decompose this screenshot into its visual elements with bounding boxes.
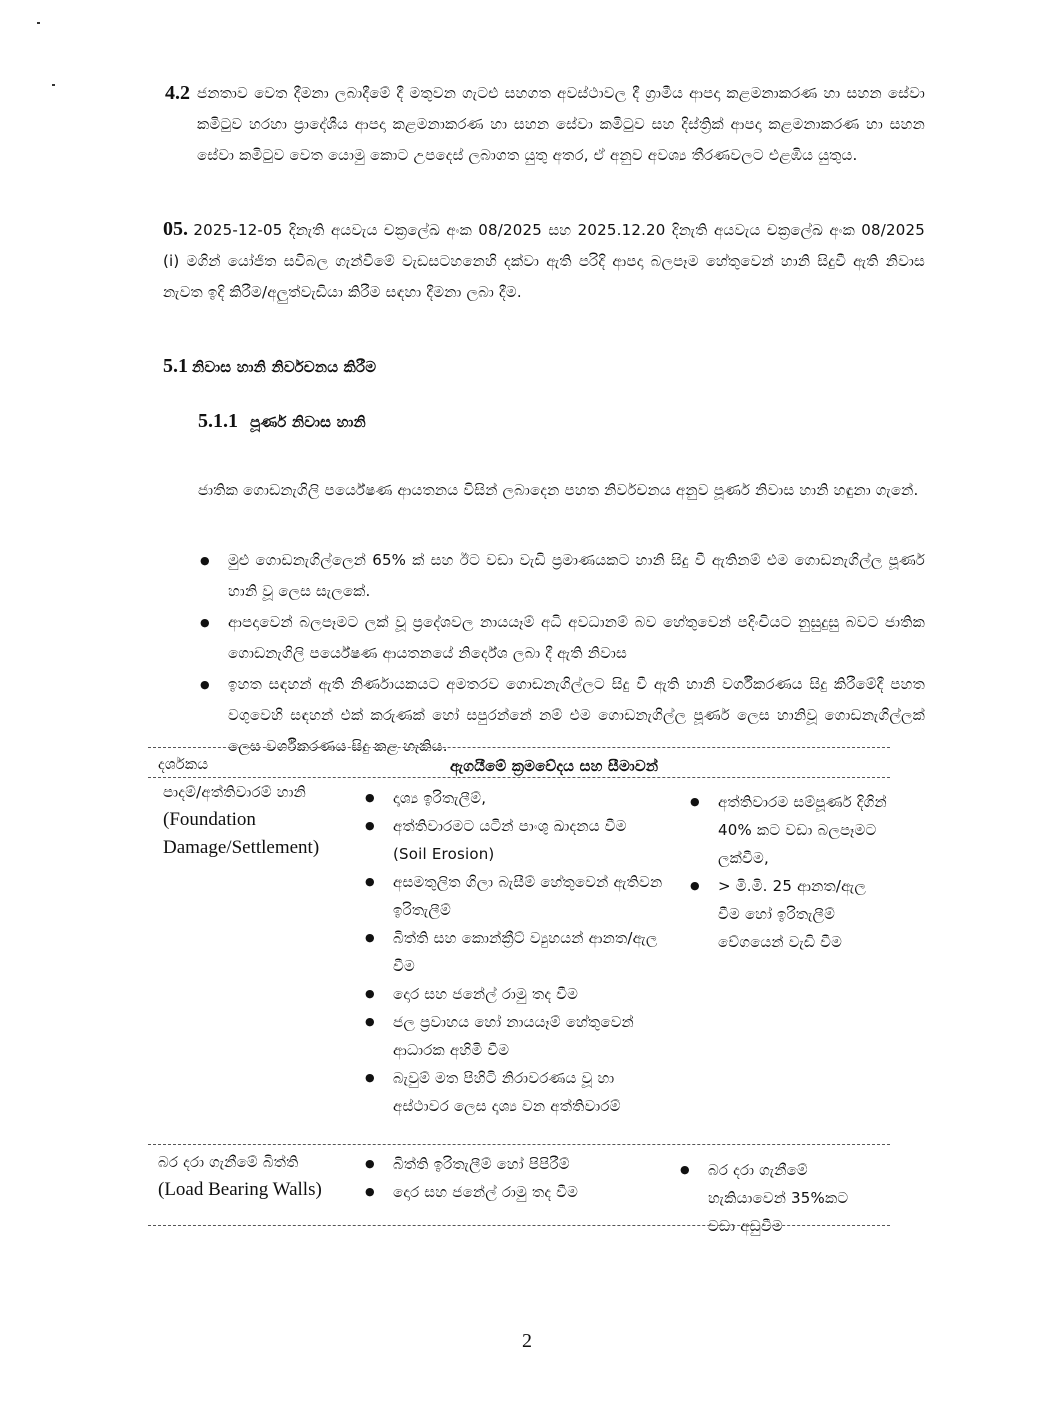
table-divider bbox=[148, 747, 890, 748]
section-intro: ජාතික ගොඩනැගිලි පර්යේෂණ ආයතනය විසින් ලබාදෙන පහත නිර්වචනය අනුව පූර්ණ නිවාස හානි හඳුනා ගැනේ. bbox=[198, 481, 919, 499]
section-number: 4.2 bbox=[165, 82, 190, 104]
table-row-limits bbox=[690, 788, 890, 956]
section-text: ජනතාව වෙත දීමනා ලබාදීමේ දී මතුවන ගැටළු සහගත අවස්ථාවල දී ග්‍රාමීය ආපදා කළමනාකරණ හා සහන සේවා කමිටුව හරහා ප්‍රාදේශීය ආපදා කළමනාකරණ හා සහන සේවා කමිටුව සහ දිස්ත්‍රික් ආපදා කළමනාකරණ හා සහන සේවා කමිටුව වෙත යොමු කොට උපදෙස් ලබාගත යුතු අතර, ඒ අනුව අවශ්‍ය තීරණවලට එළඹිය යුතුය. bbox=[197, 84, 925, 164]
list-item: ● ආපදාවෙන් බලපෑමට ලක් වූ ප්‍රදේශවල නායයෑම් අධි අවධානම් බව හේතුවෙන් පදිංචියට නුසුදුසු බවට ජාතික ගොඩනැගිලි පර්යේෂණ ආයතනයේ නිර්දේශ ලබා දී ඇති නිවාස bbox=[200, 607, 925, 669]
indicator-en: (Foundation Damage/Settlement) bbox=[163, 809, 320, 858]
section-number: 5.1.1 bbox=[198, 410, 238, 432]
list-item: ● මුළු ගොඩනැගිල්ලෙන් 65% ක් සහ ඊට වඩා වැඩි ප්‍රමාණයකට හානි සිදු වී ඇතිනම් එම ගොඩනැගිල්ල පූර්ණ හානි වූ ලෙස සැලකේ. bbox=[200, 545, 925, 607]
section-5-1-heading bbox=[163, 355, 376, 378]
list-item: ● > මි.මි. 25 ආනත/ඇල වීම හෝ ඉරිතැලීම් වේගයෙන් වැඩි වීම bbox=[690, 872, 890, 956]
table-row-indicator bbox=[163, 778, 348, 862]
indicator-si: බර දරා ගැනීමේ බිත්ති bbox=[158, 1153, 299, 1171]
list-item: ● බිත්ති ඉරිතැලීම් හෝ පිපිරීම් bbox=[365, 1150, 665, 1178]
criteria-list bbox=[200, 545, 925, 762]
table-row-methods bbox=[365, 784, 665, 1120]
list-item: ● බිත්ති සහ කොන්ක්‍රීට් ව්‍යුහයන් ආනත/ඇල වීම bbox=[365, 924, 665, 980]
table-divider bbox=[148, 1225, 890, 1226]
list-item: ● දොර සහ ජනේල් රාමු තද වීම bbox=[365, 1178, 665, 1206]
table-row-methods bbox=[365, 1150, 665, 1206]
section-number: 5.1 bbox=[163, 355, 188, 377]
section-5-1-1-heading bbox=[198, 410, 366, 433]
table-row-limits bbox=[680, 1156, 870, 1240]
section-title: පූර්ණ නිවාස හානි bbox=[250, 413, 366, 431]
section-05 bbox=[163, 214, 925, 308]
list-item: ● අත්තිවාරම සම්පූර්ණ දිගින් 40% කට වඩා බලපෑමට ලක්වීම, bbox=[690, 788, 890, 872]
list-item: ● බැවුම් මත පිහිටි නිරාවරණය වූ හා අස්ථාවර ලෙස දෘශ්‍ය වන අත්තිවාරම් bbox=[365, 1064, 665, 1120]
list-item: ● ජල ප්‍රවාහය හෝ නායයෑම් හේතුවෙන් ආධාරක අහිමි වීම bbox=[365, 1008, 665, 1064]
list-item: ● ඉහත සඳහන් ඇති නිර්ණායකයට අමතරව ගොඩනැගිල්ලට සිදු වී ඇති හානි වර්ගීකරණය සිදු කිරීමේදී පහත වගුවෙහි සඳහන් එක් කරුණක් හෝ සපුරන්නේ නම් එම ගොඩනැගිල්ල පූර්ණ ලෙස හානිවූ ගොඩනැගිල්ලක් ලෙස වර්ගීකරණය සිදු කළ හැකිය. bbox=[200, 669, 925, 762]
section-title: නිවාස හානි නිර්වචනය කිරීම bbox=[192, 358, 377, 376]
section-4-2 bbox=[165, 78, 925, 171]
list-item: ● අසමතුලිත ගිලා බැසීම් හේතුවෙන් ඇතිවන ඉරිතැලීම් bbox=[365, 868, 665, 924]
table-header-indicator: දර්ශකය bbox=[158, 755, 209, 773]
table-row-indicator bbox=[158, 1148, 358, 1204]
page-number: 2 bbox=[522, 1330, 532, 1352]
list-item: ● අත්තිවාරමට යටින් පාංශු ඛාදනය වීම (Soil Erosion) bbox=[365, 812, 665, 868]
list-item: ● දොර සහ ජනේල් රාමු තද වීම bbox=[365, 980, 665, 1008]
indicator-en: (Load Bearing Walls) bbox=[158, 1179, 322, 1200]
scan-speck bbox=[52, 84, 55, 86]
list-item: ● දෘශ්‍ය ඉරිතැලීම්, bbox=[365, 784, 665, 812]
section-text: 2025-12-05 දිනැති අයවැය චක්‍රලේඛ අංක 08/2025 සහ 2025.12.20 දිනැති අයවැය චක්‍රලේඛ අංක 08/2025 (i) මගින් යෝජිත සවිබල ගැන්වීමේ වැඩසටහනෙහි දක්වා ඇති පරිදි ආපදා බලපෑම හේතුවෙන් හානි සිදුවී ඇති නිවාස නැවත ඉදි කිරීම/අලුත්වැඩියා කිරීම සඳහා දීමනා ලබා දීම. bbox=[163, 221, 925, 301]
list-item: ● බර දරා ගැනීමේ හැකියාවෙන් 35%කට වඩා අඩුවීම bbox=[680, 1156, 870, 1240]
indicator-si: පාදම්/අත්තිවාරම් හානි bbox=[163, 783, 307, 801]
section-number: 05. bbox=[163, 218, 188, 240]
scan-speck bbox=[37, 22, 40, 24]
table-header-methods: ඇගයීමේ ක්‍රමවේදය සහ සීමාවන් bbox=[450, 757, 659, 775]
table-divider bbox=[148, 1144, 890, 1145]
